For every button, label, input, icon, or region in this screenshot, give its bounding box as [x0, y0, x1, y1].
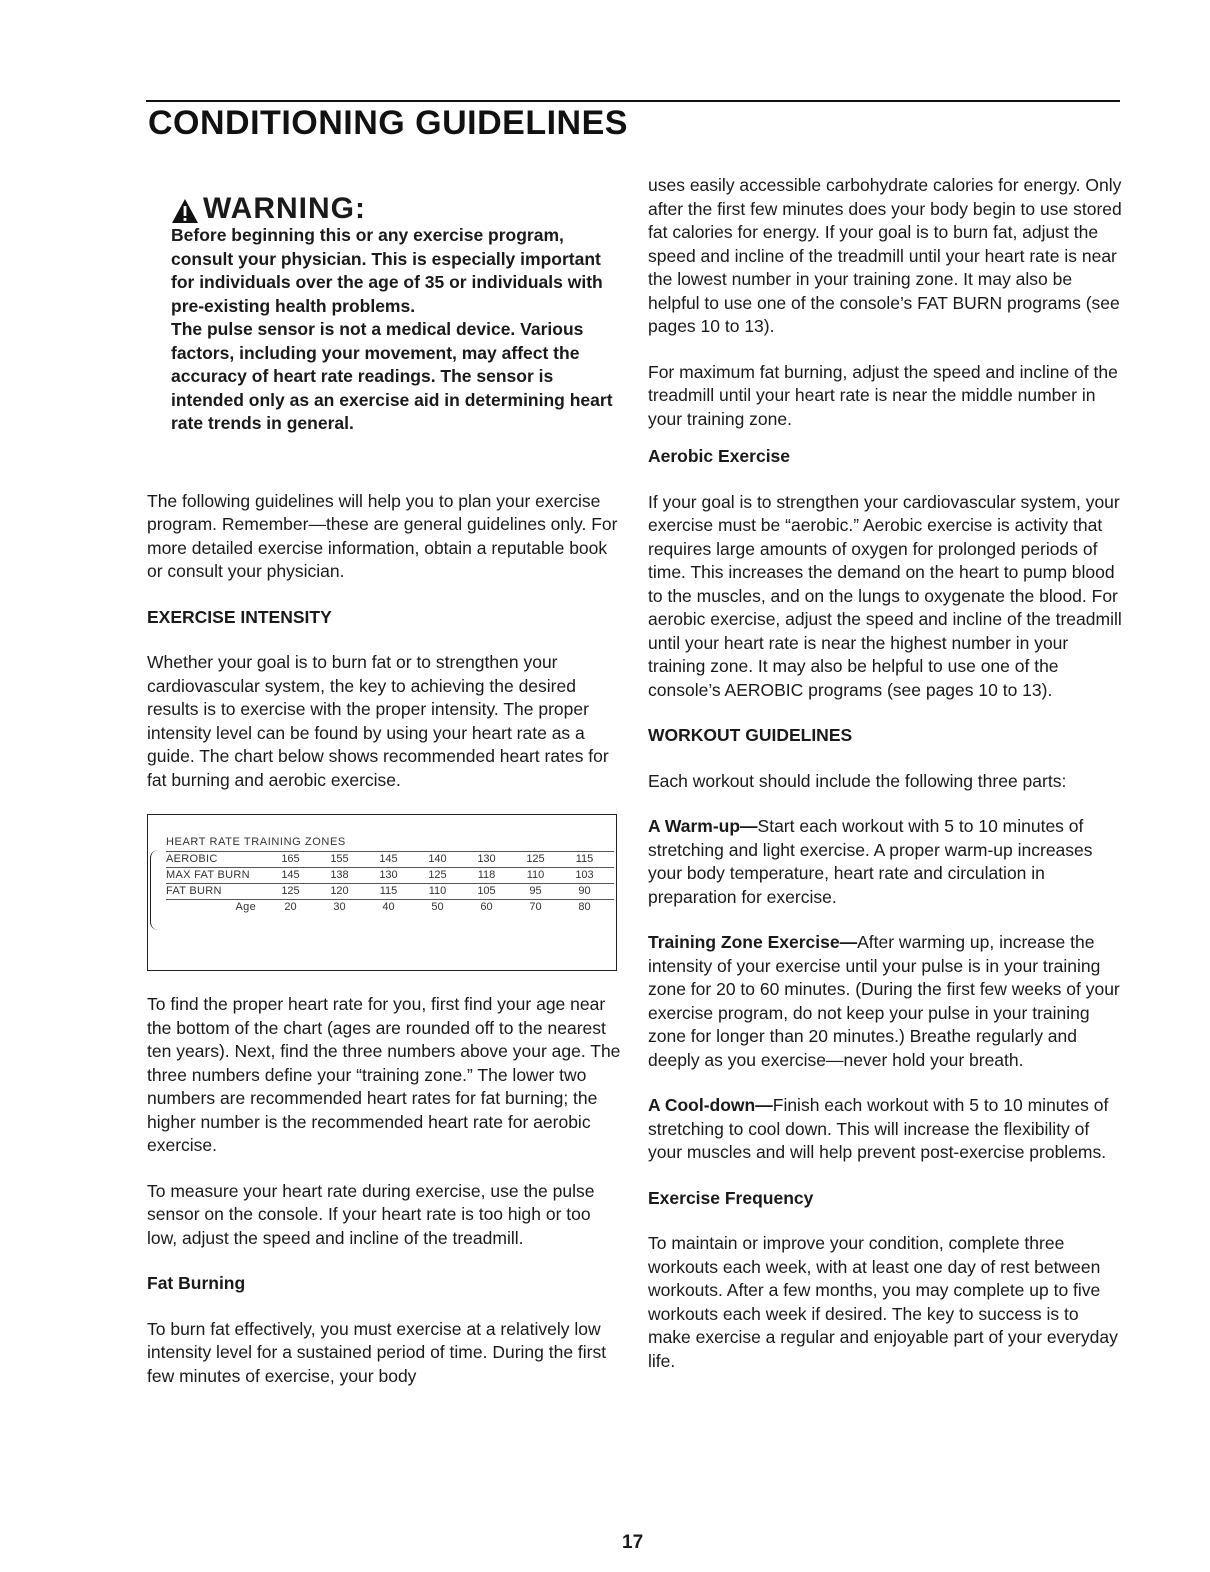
warning-heading — [171, 194, 623, 224]
page-number: 17 — [622, 1532, 644, 1553]
chart-cell: 110 — [428, 885, 447, 897]
chart-age-cell: 80 — [578, 901, 591, 913]
chart-table — [166, 835, 614, 915]
chart-cell: 103 — [575, 869, 594, 881]
heading-exercise-frequency: Exercise Frequency — [648, 1187, 814, 1208]
chart-row-label: FAT BURN — [166, 885, 222, 897]
cooldown-text: Finish each workout with 5 to 10 minutes of stretching to cool down. This will increase the flexibility of your muscles and will help prevent post-exercise problems. — [648, 1095, 1109, 1162]
left-column — [147, 170, 623, 1388]
training-zone-text: After warming up, increase the intensity of your exercise until your pulse is in your training zone for 20 to 60 minutes. (During the first few weeks of your exercise program, do not keep your pulse in your training zone for longer than 20 minutes.) Breathe regularly and deeply as you exercise—never hold your breath. — [648, 932, 1120, 1070]
cooldown-paragraph — [648, 1094, 1124, 1165]
chart-age-cell: 70 — [529, 901, 542, 913]
warmup-text: Start each workout with 5 to 10 minutes of stretching and light exercise. A proper warm-up increases your body temperature, heart rate and circulation in preparation for exercise. — [648, 816, 1093, 907]
heading-exercise-intensity: EXERCISE INTENSITY — [147, 606, 332, 627]
header-rule — [146, 100, 1120, 102]
chart-age-cell: 20 — [284, 901, 297, 913]
right-column — [648, 174, 1124, 1373]
frequency-paragraph: To maintain or improve your condition, complete three workouts each week, with at least one day of rest between workouts. After a few months, you may complete up to five workouts each week if desired. The key to success is to make exercise a regular and enjoyable part of your everyday life. — [648, 1233, 1118, 1371]
chart-cell: 120 — [330, 885, 349, 897]
chart-cell: 130 — [477, 853, 496, 865]
warmup-lead: A Warm-up— — [648, 816, 758, 836]
chart-cell: 118 — [477, 869, 496, 881]
chart-cell: 110 — [526, 869, 545, 881]
chart-cell: 125 — [428, 869, 447, 881]
chart-cell: 145 — [281, 869, 300, 881]
cooldown-lead: A Cool-down— — [648, 1095, 773, 1115]
warning-box — [171, 194, 623, 436]
chart-cell: 115 — [379, 885, 398, 897]
warning-word: WARNING: — [203, 192, 366, 225]
chart-age-cell: 40 — [382, 901, 395, 913]
chart-row-label: AEROBIC — [166, 853, 218, 865]
chart-age-cell: 30 — [333, 901, 346, 913]
chart-cell: 125 — [281, 885, 300, 897]
fat-burning-continued: uses easily accessible carbohydrate calories for energy. Only after the first few minutes does your body begin to use stored fat calories for energy. If your goal is to burn fat, adjust the speed and incline of the treadmill until your heart rate is near the lowest number in your training zone. It may also be helpful to use one of the console’s FAT BURN programs (see pages 10 to 13). — [648, 175, 1122, 336]
chart-row — [166, 851, 614, 867]
chart-cell: 155 — [330, 853, 349, 865]
heading-workout-guidelines: WORKOUT GUIDELINES — [648, 725, 853, 745]
chart-row — [166, 883, 614, 900]
chart-age-cell: 50 — [431, 901, 444, 913]
heading-fat-burning: Fat Burning — [147, 1273, 246, 1293]
chart-age-label: Age — [235, 901, 256, 913]
chart-cell: 130 — [379, 869, 398, 881]
training-zone-paragraph — [648, 931, 1124, 1072]
workout-intro: Each workout should include the following three parts: — [648, 770, 1067, 791]
page-title: CONDITIONING GUIDELINES — [148, 104, 628, 142]
warning-triangle-icon — [171, 198, 199, 224]
chart-row-label: MAX FAT BURN — [166, 869, 250, 881]
chart-cell: 95 — [529, 885, 542, 897]
chart-cell: 115 — [575, 853, 594, 865]
chart-cell: 165 — [281, 853, 300, 865]
chart-bracket — [150, 850, 161, 930]
fat-burning-paragraph: To burn fat effectively, you must exercise at a relatively low intensity level for a sustained period of time. During the first few minutes of exercise, your body — [147, 1318, 607, 1386]
chart-cell: 138 — [330, 869, 349, 881]
find-rate-paragraph: To find the proper heart rate for you, first find your age near the bottom of the chart (ages are rounded off to the nearest ten years). Next, find the three numbers above your age. The three numbers define your “training zone.” The lower two numbers are recommended heart rates for fat burning; the higher number is the recommended heart rate for aerobic exercise. — [147, 994, 621, 1155]
pulse-sensor-disclaimer: The pulse sensor is not a medical device. Various factors, including your movement, may affect the accuracy of heart rate readings. The sensor is intended only as an exercise aid in determining heart rate trends in general. — [171, 319, 613, 433]
max-fat-burning-paragraph: For maximum fat burning, adjust the speed and incline of the treadmill until your heart rate is near the middle number in your training zone. — [648, 361, 1118, 429]
chart-rows — [166, 851, 614, 900]
intensity-paragraph: Whether your goal is to burn fat or to strengthen your cardiovascular system, the key to achieving the desired results is to exercise with the proper intensity. The proper intensity level can be found by using your heart rate as a guide. The chart below shows recommended heart rates for fat burning and aerobic exercise. — [147, 652, 609, 790]
chart-age-row — [166, 900, 614, 915]
chart-title: HEART RATE TRAINING ZONES — [166, 836, 346, 848]
warning-text: Before beginning this or any exercise program, consult your physician. This is especially important for individuals over the age of 35 or individuals with pre-existing health problems. — [171, 225, 603, 316]
chart-cell: 90 — [578, 885, 591, 897]
intro-paragraph: The following guidelines will help you to plan your exercise program. Remember—these are general guidelines only. For more detailed exercise information, obtain a reputable book or consult your physician. — [147, 490, 618, 581]
chart-cell: 125 — [526, 853, 545, 865]
training-zone-lead: Training Zone Exercise— — [648, 932, 858, 952]
measure-rate-paragraph: To measure your heart rate during exercise, use the pulse sensor on the console. If your heart rate is too high or too low, adjust the speed and incline of the treadmill. — [147, 1180, 595, 1248]
chart-cell: 140 — [428, 853, 447, 865]
heart-rate-chart — [147, 814, 617, 971]
chart-row — [166, 867, 614, 883]
warmup-paragraph — [648, 815, 1124, 909]
chart-cell: 105 — [477, 885, 496, 897]
aerobic-paragraph: If your goal is to strengthen your cardiovascular system, your exercise must be “aerobic.” Aerobic exercise is activity that requires large amounts of oxygen for prolonged periods of time. This increases the demand on the heart to pump blood to the muscles, and on the lungs to oxygenate the blood. For aerobic exercise, adjust the speed and incline of the treadmill until your heart rate is near the highest number in your training zone. It may also be helpful to use one of the console’s AEROBIC programs (see pages 10 to 13). — [648, 491, 1122, 700]
chart-age-cell: 60 — [480, 901, 493, 913]
heading-aerobic-exercise: Aerobic Exercise — [648, 446, 791, 466]
chart-cell: 145 — [379, 853, 398, 865]
